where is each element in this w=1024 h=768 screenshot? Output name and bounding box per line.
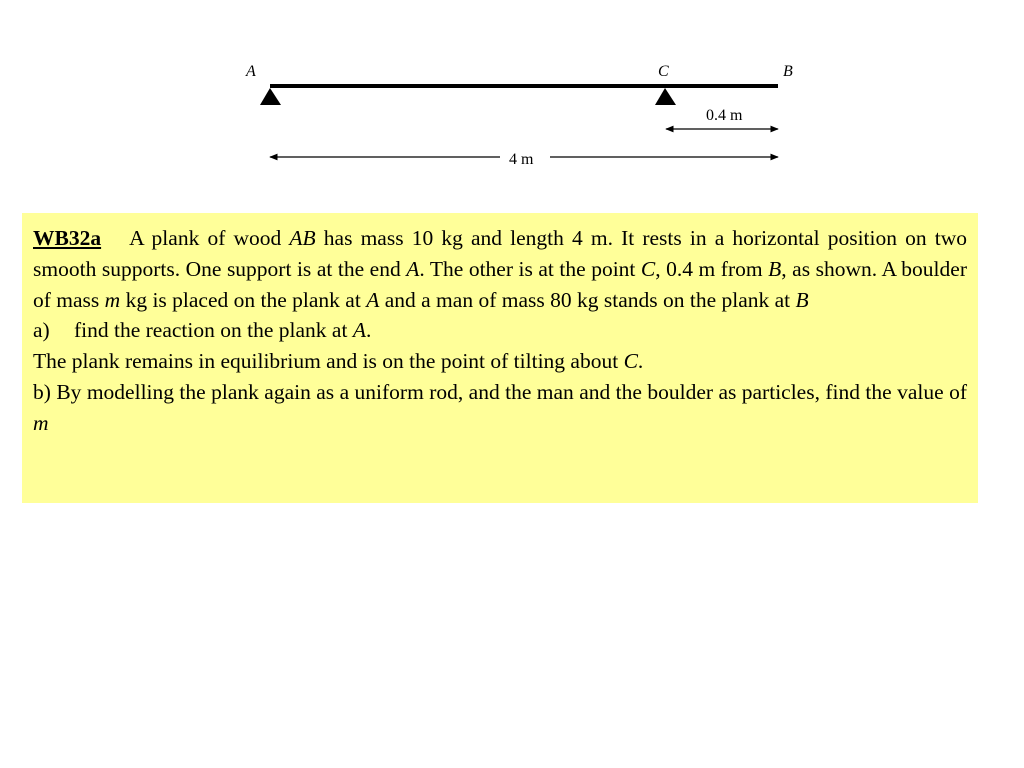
var-b: B [768, 256, 782, 281]
equilibrium-statement [33, 346, 967, 377]
support-c [655, 88, 676, 105]
point-b-label: B [783, 63, 793, 80]
question-part-b [33, 377, 967, 439]
part-a-tag: a) [33, 318, 50, 343]
intro-text: A plank of wood [129, 226, 290, 250]
dimension-ab-label: 4 m [509, 151, 534, 168]
point-c-label: C [658, 63, 669, 80]
intro-text: , as shown. A boulder of mass [33, 256, 967, 312]
support-a [260, 88, 281, 105]
intro-text: has mass 10 kg and length 4 m. It rests in a horizontal position on two smooth supports. One support is at the end [33, 226, 967, 281]
question-part-a [33, 315, 967, 346]
intro-text: kg is placed on the plank at [120, 287, 367, 312]
intro-text: and a man of mass 80 kg stands on the plank at [379, 287, 796, 312]
var-a: A [352, 318, 366, 343]
part-a-text: find the reaction on the plank at [74, 318, 353, 343]
var-a: A [406, 256, 420, 281]
part-b-text: b) By modelling the plank again as a uniform rod, and the man and the boulder as particles, find the value of [33, 379, 967, 404]
var-m: m [33, 410, 49, 435]
intro-text: , 0.4 m from [655, 256, 769, 281]
problem-intro [33, 223, 967, 315]
var-c: C [623, 349, 638, 374]
var-ab: AB [289, 226, 316, 250]
var-a: A [366, 287, 380, 312]
intro-text: . The other is at the point [419, 256, 641, 281]
point-a-label: A [246, 63, 256, 80]
part-a-text: . [365, 318, 372, 343]
middle-text: The plank remains in equilibrium and is on the point of tilting about [33, 349, 624, 374]
problem-box [22, 213, 978, 503]
var-c: C [640, 256, 656, 281]
middle-text: . [637, 349, 644, 374]
plank-diagram [0, 0, 1024, 190]
problem-label: WB32a [33, 226, 102, 250]
var-b: B [795, 287, 809, 312]
dimension-cb-label: 0.4 m [706, 107, 743, 124]
var-m: m [104, 287, 121, 312]
